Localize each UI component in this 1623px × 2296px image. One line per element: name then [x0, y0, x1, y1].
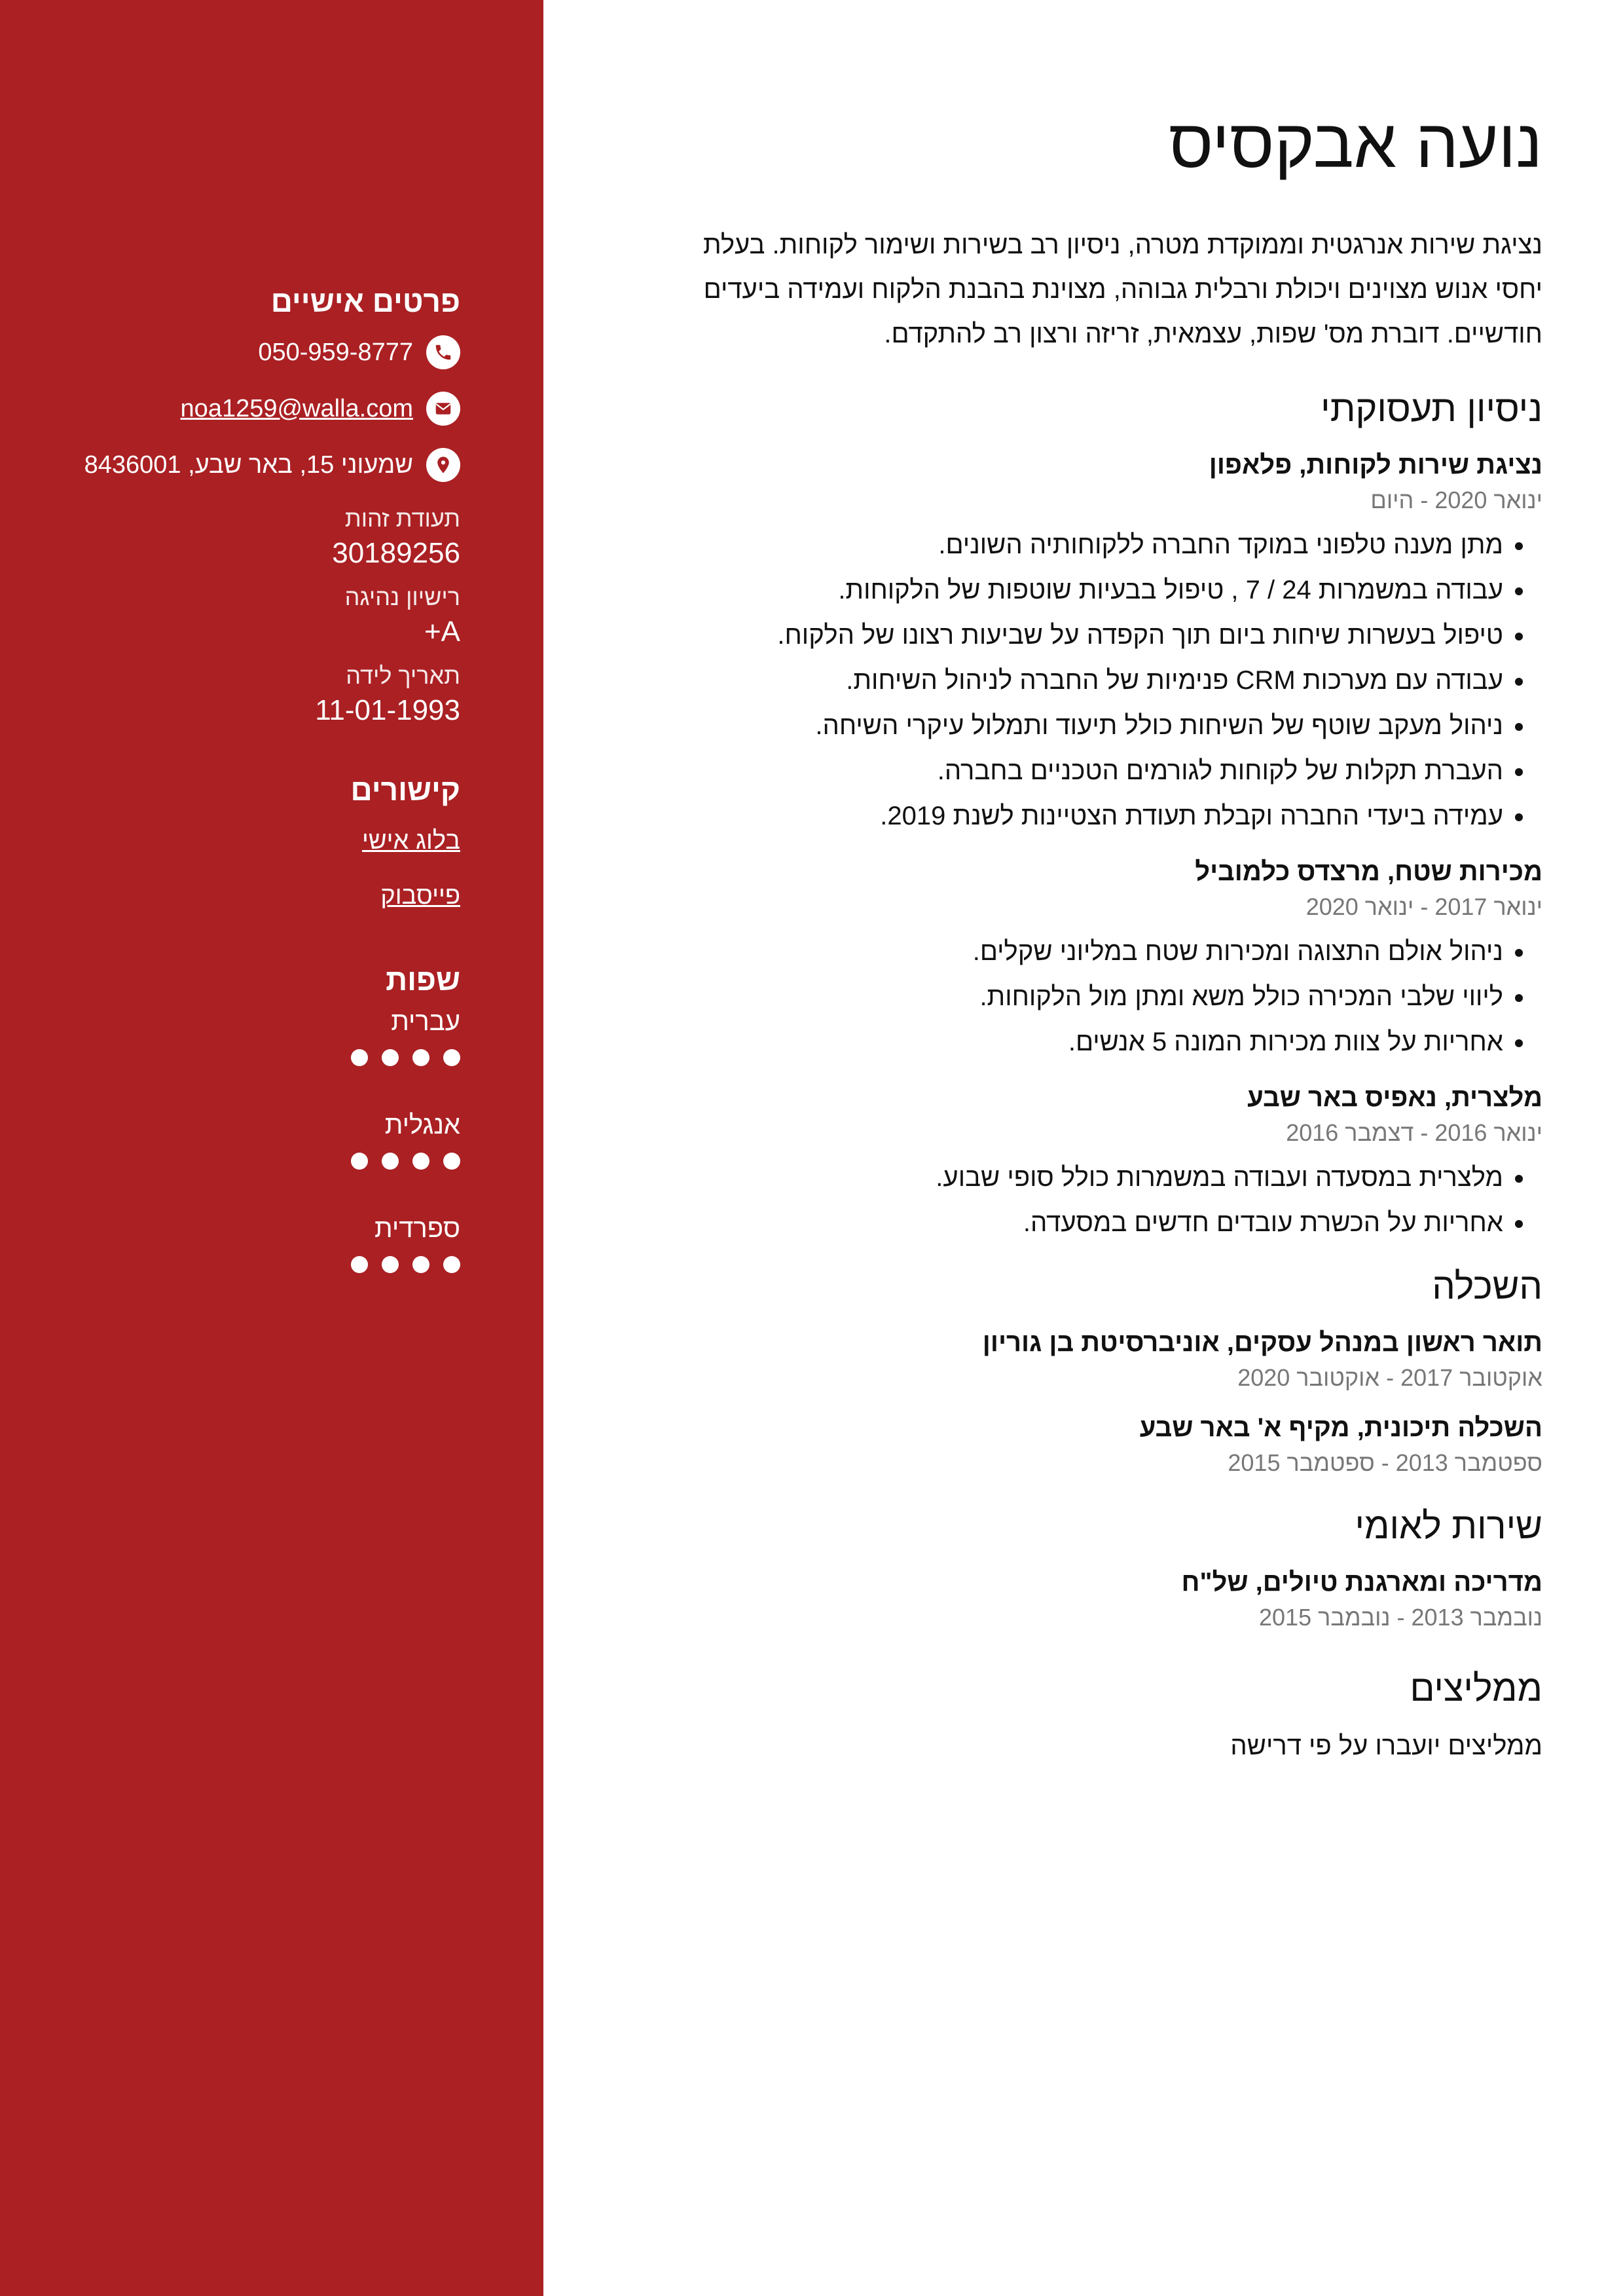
job-bullets: [655, 1155, 1542, 1246]
job-dates: ינואר 2017 - ינואר 2020: [1305, 893, 1542, 920]
bullet-item: • מלצרית במסעדה ועבודה במשמרות כולל סופי שבוע.: [655, 1155, 1503, 1200]
job-dates: ינואר 2016 - דצמבר 2016: [1286, 1119, 1542, 1146]
job-title: מכירות שטח, מרצדס כלמוביל: [1195, 857, 1542, 886]
education-heading: השכלה: [1432, 1265, 1542, 1306]
level-dot: [351, 1256, 368, 1273]
personal-details-heading: פרטים אישיים: [270, 284, 460, 318]
level-dot: [443, 1153, 460, 1170]
license-label: רישיון נהיגה: [344, 583, 460, 610]
location-pin-icon: [426, 448, 460, 482]
candidate-name: נועה אבקסיס: [1169, 106, 1542, 182]
education-entry: [655, 1324, 1542, 1395]
national-service-heading: שירות לאומי: [1355, 1505, 1542, 1546]
service-dates: נובמבר 2013 - נובמבר 2015: [1259, 1604, 1542, 1631]
job-bullets: [655, 929, 1542, 1065]
summary: נציגת שירות אנרגטית וממוקדת מטרה, ניסיון רב בשירות ושימור לקוחות. בעלת יחסי אנוש מצוינים ויכולת ורבלית גבוהה, מצוינת בהבנת הלקוח ועמידה ביעדים חודשיים. דוברת מס' שפות, עצמאית, זריזה ורצון רב להתקדם.: [703, 231, 1542, 348]
job-dates: ינואר 2020 - היום: [1370, 487, 1542, 513]
bullet-item: • ניהול אולם התצוגה ומכירות שטח במליוני שקלים.: [655, 929, 1503, 974]
bullet-item: • עמידה ביעדי החברה וקבלת תעודת הצטיינות לשנת 2019.: [655, 794, 1503, 839]
job-bullets: [655, 523, 1542, 839]
bullet-item: • ליווי שלבי המכירה כולל משא ומתן מול הלקוחות.: [655, 974, 1503, 1020]
job-entry: [655, 447, 1542, 839]
contact-phone: [41, 334, 460, 371]
references-text: ממליצים יועברו על פי דרישה: [1230, 1731, 1542, 1760]
phone-value: 050-959-8777: [258, 338, 413, 366]
education-dates: אוקטובר 2017 - אוקטובר 2020: [1237, 1364, 1542, 1391]
level-dot: [382, 1153, 399, 1170]
level-dot: [351, 1153, 368, 1170]
service-title: מדריכה ומארגנת טיולים, של"ח: [1181, 1568, 1542, 1597]
job-entry: [655, 853, 1542, 1065]
education-title: השכלה תיכונית, מקיף א' באר שבע: [1139, 1413, 1542, 1442]
bullet-item: • ניהול מעקב שוטף של השיחות כולל תיעוד ותמלול עיקרי השיחה.: [655, 703, 1503, 749]
languages-heading: שפות: [386, 963, 460, 997]
job-title: מלצרית, נאפיס באר שבע: [1247, 1083, 1542, 1112]
bullet-item: • עבודה במשמרות 24 / 7 , טיפול בבעיות שוטפות של הלקוחות.: [655, 568, 1503, 613]
bullet-item: • טיפול בעשרות שיחות ביום תוך הקפדה על שביעות רצונו של הלקוח.: [655, 613, 1503, 658]
envelope-icon: [426, 392, 460, 426]
job-entry: [655, 1079, 1542, 1246]
level-dot: [412, 1049, 429, 1066]
national-service-entry: [655, 1564, 1542, 1635]
education-title: תואר ראשון במנהל עסקים, אוניברסיטת בן גוריון: [982, 1328, 1542, 1357]
level-dot: [382, 1049, 399, 1066]
id-value: 30189256: [332, 537, 460, 569]
languages-list: [41, 1003, 460, 1276]
bullet-item: • עבודה עם מערכות CRM פנימיות של החברה לניהול השיחות.: [655, 658, 1503, 703]
language-level-dots: [41, 1153, 460, 1172]
job-title: נציגת שירות לקוחות, פלאפון: [1209, 451, 1542, 479]
id-label: תעודת זהות: [344, 505, 460, 532]
level-dot: [443, 1256, 460, 1273]
links-heading: קישורים: [350, 773, 460, 807]
level-dot: [443, 1049, 460, 1066]
contact-email: [41, 390, 460, 427]
language-level-dots: [41, 1256, 460, 1276]
facebook-link[interactable]: פייסבוק: [380, 882, 460, 910]
dob-label: תאריך לידה: [346, 662, 460, 689]
blog-link[interactable]: בלוג אישי: [362, 827, 460, 855]
level-dot: [382, 1256, 399, 1273]
bullet-item: • אחריות על הכשרת עובדים חדשים במסעדה.: [655, 1200, 1503, 1246]
main-content: [655, 98, 1542, 1766]
bullet-item: • אחריות על צוות מכירות המונה 5 אנשים.: [655, 1020, 1503, 1065]
education-entry: [655, 1409, 1542, 1480]
sidebar: [0, 0, 543, 2296]
references-heading: ממליצים: [1410, 1667, 1542, 1709]
education-dates: ספטמבר 2013 - ספטמבר 2015: [1228, 1449, 1542, 1476]
links-list: [41, 823, 460, 914]
language-level-dots: [41, 1049, 460, 1069]
license-value: A+: [424, 616, 460, 648]
level-dot: [412, 1153, 429, 1170]
address-value: שמעוני 15, באר שבע, 8436001: [84, 451, 413, 479]
level-dot: [351, 1049, 368, 1066]
language-spanish: ספרדית: [374, 1214, 460, 1243]
dob-value: 11-01-1993: [315, 694, 460, 726]
bullet-item: • מתן מענה טלפוני במוקד החברה ללקוחותיה השונים.: [655, 523, 1503, 568]
language-hebrew: עברית: [391, 1007, 460, 1036]
email-link[interactable]: noa1259@walla.com: [180, 394, 413, 422]
level-dot: [412, 1256, 429, 1273]
phone-icon: [426, 335, 460, 369]
language-english: אנגלית: [384, 1111, 460, 1139]
contact-address: [41, 447, 460, 483]
sidebar-content: [41, 282, 460, 1314]
experience-heading: ניסיון תעסוקתי: [1321, 388, 1542, 429]
bullet-item: • העברת תקלות של לקוחות לגורמים הטכניים בחברה.: [655, 749, 1503, 794]
